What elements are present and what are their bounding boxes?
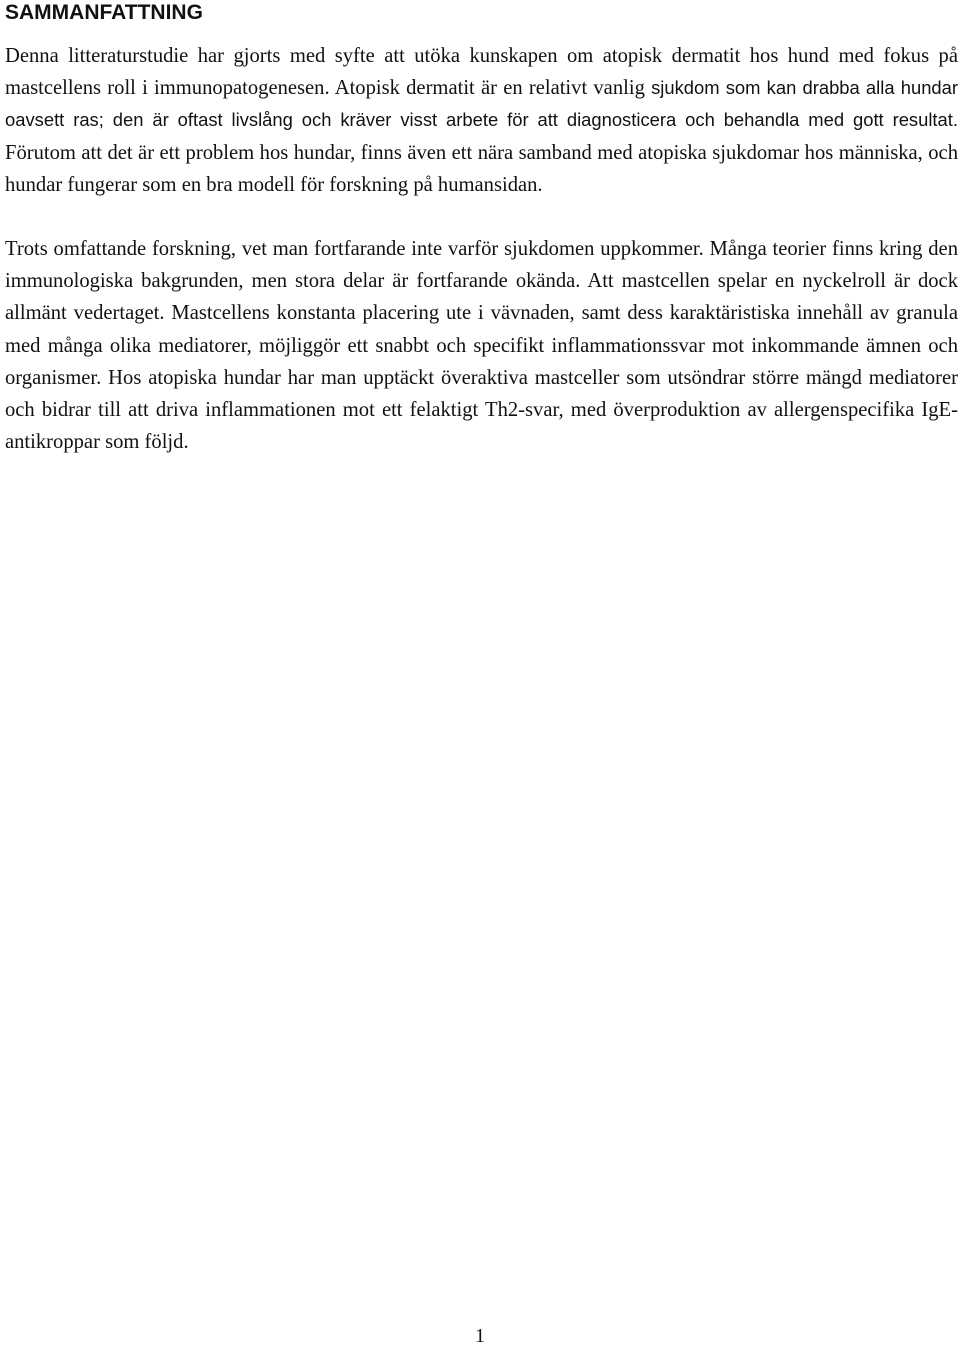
paragraph-1-text-a: Denna litteraturstudie har gjorts med syfte att utöka kunskapen om atopisk dermatit hos hund med fokus på mastcellens roll i immunopatogenesen. Atopisk dermatit är en relativt vanlig <box>5 45 958 100</box>
page-number: 1 <box>475 1325 485 1347</box>
summary-paragraph-1 <box>5 40 958 201</box>
summary-paragraph-2: Trots omfattande forskning, vet man fortfarande inte varför sjukdomen uppkommer. Många teorier finns kring den immunologiska bakgrunden, men stora delar är fortfarande okända. Att mastcellen spelar en nyckelroll är dock allmänt vedertaget. Mastcellens konstanta placering ute i vävnaden, samt dess karaktäristiska innehåll av granula med många olika mediatorer, möjliggör ett snabbt och specifikt inflammationssvar mot inkommande ämnen och organismer. Hos atopiska hundar har man upptäckt överaktiva mastceller som utsöndrar större mängd mediatorer och bidrar till att driva inflammationen mot ett felaktigt Th2-svar, med överproduktion av allergenspecifika IgE-antikroppar som följd. <box>5 238 958 454</box>
paragraph-1-text-b: sjukdom som kan drabba alla hundar oavsett ras; den är oftast livslång och kräver visst arbete för att diagnosticera och behandla med gott resultat. <box>5 77 958 131</box>
section-heading: SAMMANFATTNING <box>5 1 203 24</box>
paragraph-1-text-c: Förutom att det är ett problem hos hundar, finns även ett nära samband med atopiska sjukdomar hos människa, och hundar fungerar som en bra modell för forskning på humansidan. <box>5 141 958 196</box>
